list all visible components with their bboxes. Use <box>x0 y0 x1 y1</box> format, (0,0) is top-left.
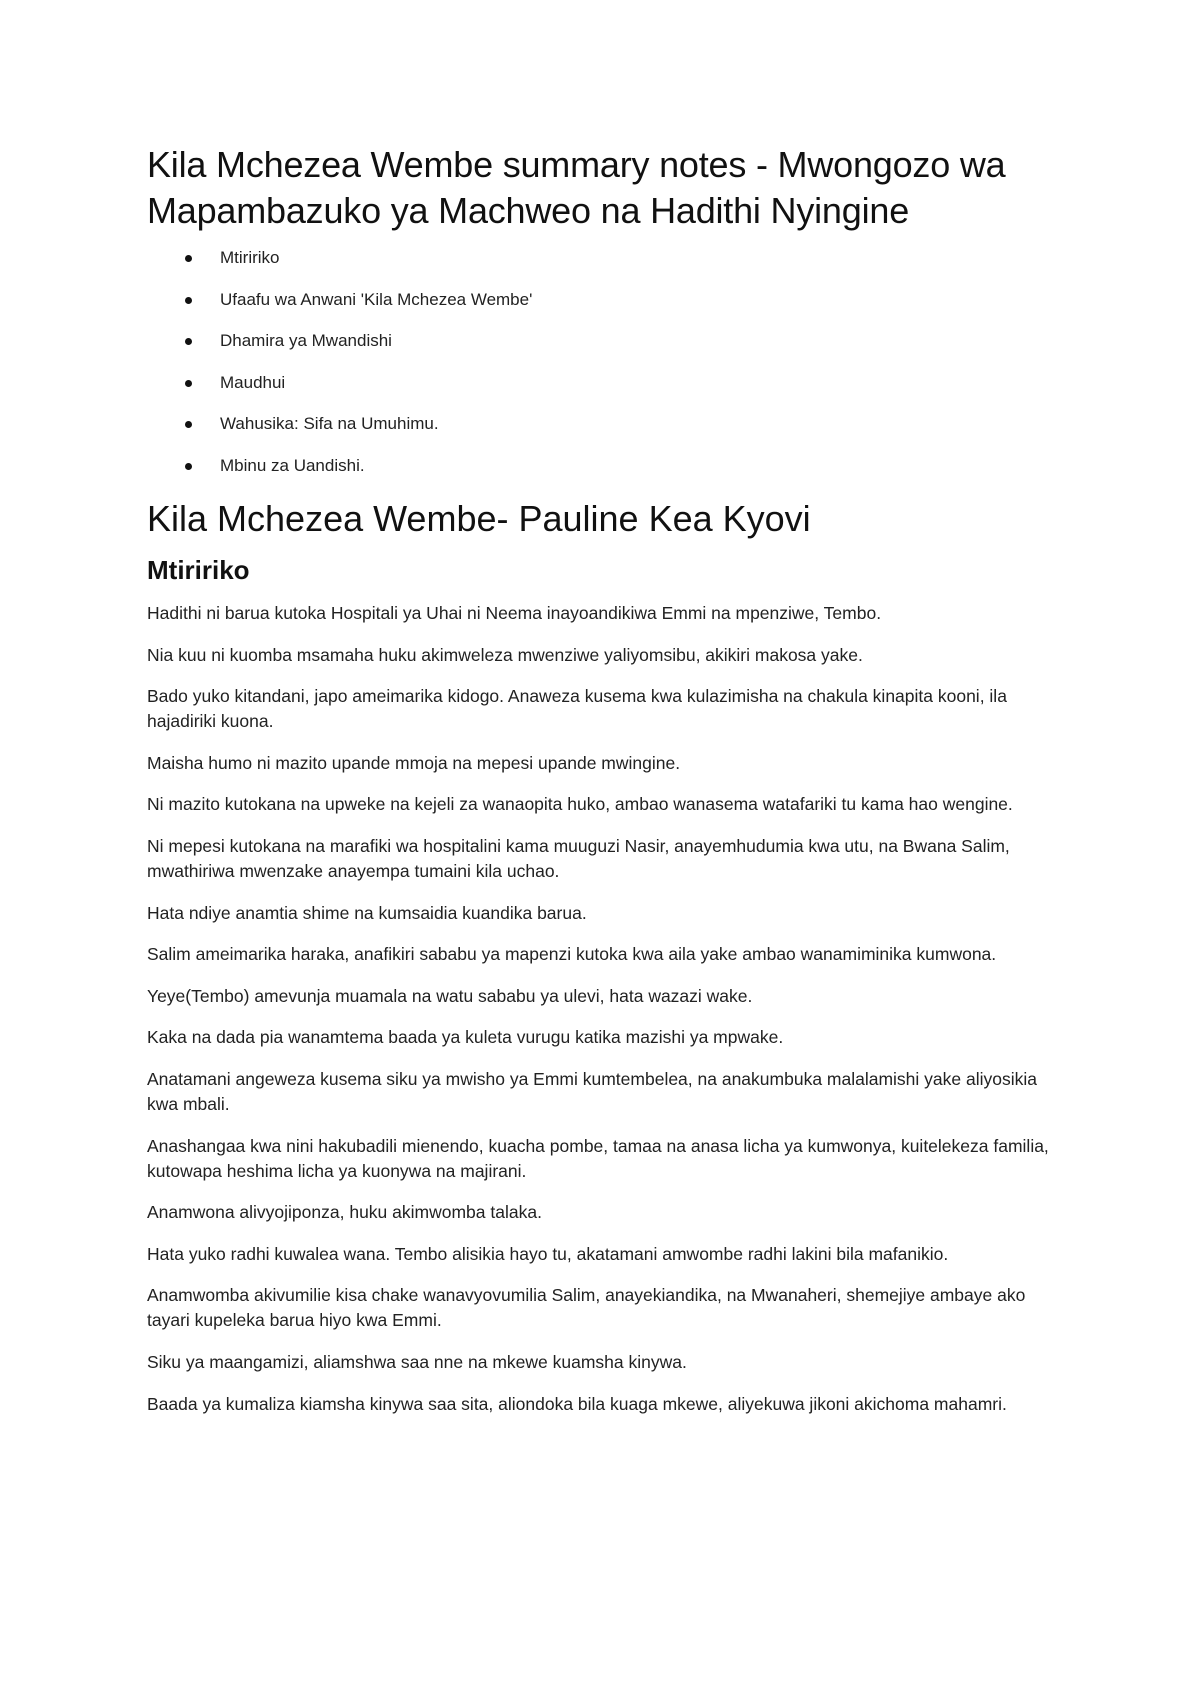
bullet-icon <box>185 380 192 387</box>
list-item-label: Maudhui <box>220 372 286 392</box>
paragraph: Bado yuko kitandani, japo ameimarika kidogo. Anaweza kusema kwa kulazimisha na chakula kinapita kooni, ila hajadiriki kuona. <box>147 686 1007 732</box>
list-item-label: Mtiririko <box>220 248 280 267</box>
list-item-label: Ufaafu wa Anwani 'Kila Mchezea Wembe' <box>220 289 533 309</box>
paragraph: Ni mazito kutokana na upweke na kejeli za wanaopita huko, ambao wanasema watafariki tu kama hao wengine. <box>147 794 1013 815</box>
paragraph: Nia kuu ni kuomba msamaha huku akimweleza mwenziwe yaliyomsibu, akikiri makosa yake. <box>147 644 863 665</box>
subsection-title: Mtiririko <box>147 555 250 585</box>
bullet-icon <box>185 338 192 345</box>
paragraph: Salim ameimarika haraka, anafikiri sababu ya mapenzi kutoka kwa aila yake ambao wanamiminika kumwona. <box>147 944 997 965</box>
paragraph: Maisha humo ni mazito upande mmoja na mepesi upande mwingine. <box>147 752 681 773</box>
paragraph: Ni mepesi kutokana na marafiki wa hospitalini kama muuguzi Nasir, anayemhudumia kwa utu, na Bwana Salim, mwathiriwa mwenzake anayempa tumaini kila uchao. <box>147 835 1010 881</box>
paragraph: Hadithi ni barua kutoka Hospitali ya Uhai ni Neema inayoandikiwa Emmi na mpenziwe, Tembo. <box>147 603 882 623</box>
list-item <box>147 331 1067 351</box>
list-item <box>147 373 1067 393</box>
list-item-label: Wahusika: Sifa na Umuhimu. <box>220 414 439 433</box>
paragraph: Anamwona alivyojiponza, huku akimwomba talaka. <box>147 1202 542 1223</box>
paragraph: Anamwomba akivumilie kisa chake wanavyovumilia Salim, anayekiandika, na Mwanaheri, shemejiye ambaye ako tayari kupeleka barua hiyo kwa Emmi. <box>147 1285 1026 1331</box>
list-item <box>147 290 1067 310</box>
list-item <box>147 248 1067 268</box>
paragraph: Hata yuko radhi kuwalea wana. Tembo alisikia hayo tu, akatamani amwombe radhi lakini bila mafanikio. <box>147 1243 949 1264</box>
bullet-icon <box>185 255 192 262</box>
list-item <box>147 414 1067 434</box>
list-item-label: Mbinu za Uandishi. <box>220 455 365 475</box>
paragraph: Anatamani angeweza kusema siku ya mwisho ya Emmi kumtembelea, na anakumbuka malalamishi yake aliyosikia kwa mbali. <box>147 1068 1037 1114</box>
list-item <box>147 456 1067 476</box>
section-title: Kila Mchezea Wembe- Pauline Kea Kyovi <box>147 498 811 539</box>
document-title: Kila Mchezea Wembe summary notes - Mwongozo wa Mapambazuko ya Machweo na Hadithi Nyingine <box>147 144 1006 231</box>
body-text <box>147 601 1067 1417</box>
paragraph: Anashangaa kwa nini hakubadili mienendo, kuacha pombe, tamaa na anasa licha ya kumwonya, kuitelekeza familia, kutowapa heshima licha ya kuonywa na majirani. <box>147 1135 1049 1181</box>
bullet-icon <box>185 421 192 428</box>
bullet-icon <box>185 463 192 470</box>
paragraph: Kaka na dada pia wanamtema baada ya kuleta vurugu katika mazishi ya mpwake. <box>147 1027 784 1048</box>
list-item-label: Dhamira ya Mwandishi <box>220 331 392 350</box>
topics-list <box>147 248 1067 476</box>
document-page <box>147 142 1067 1433</box>
paragraph: Baada ya kumaliza kiamsha kinywa saa sita, aliondoka bila kuaga mkewe, aliyekuwa jikoni akichoma mahamri. <box>147 1393 1007 1414</box>
paragraph: Hata ndiye anamtia shime na kumsaidia kuandika barua. <box>147 902 587 923</box>
paragraph: Yeye(Tembo) amevunja muamala na watu sababu ya ulevi, hata wazazi wake. <box>147 985 753 1006</box>
paragraph: Siku ya maangamizi, aliamshwa saa nne na mkewe kuamsha kinywa. <box>147 1351 687 1372</box>
bullet-icon <box>185 297 192 304</box>
